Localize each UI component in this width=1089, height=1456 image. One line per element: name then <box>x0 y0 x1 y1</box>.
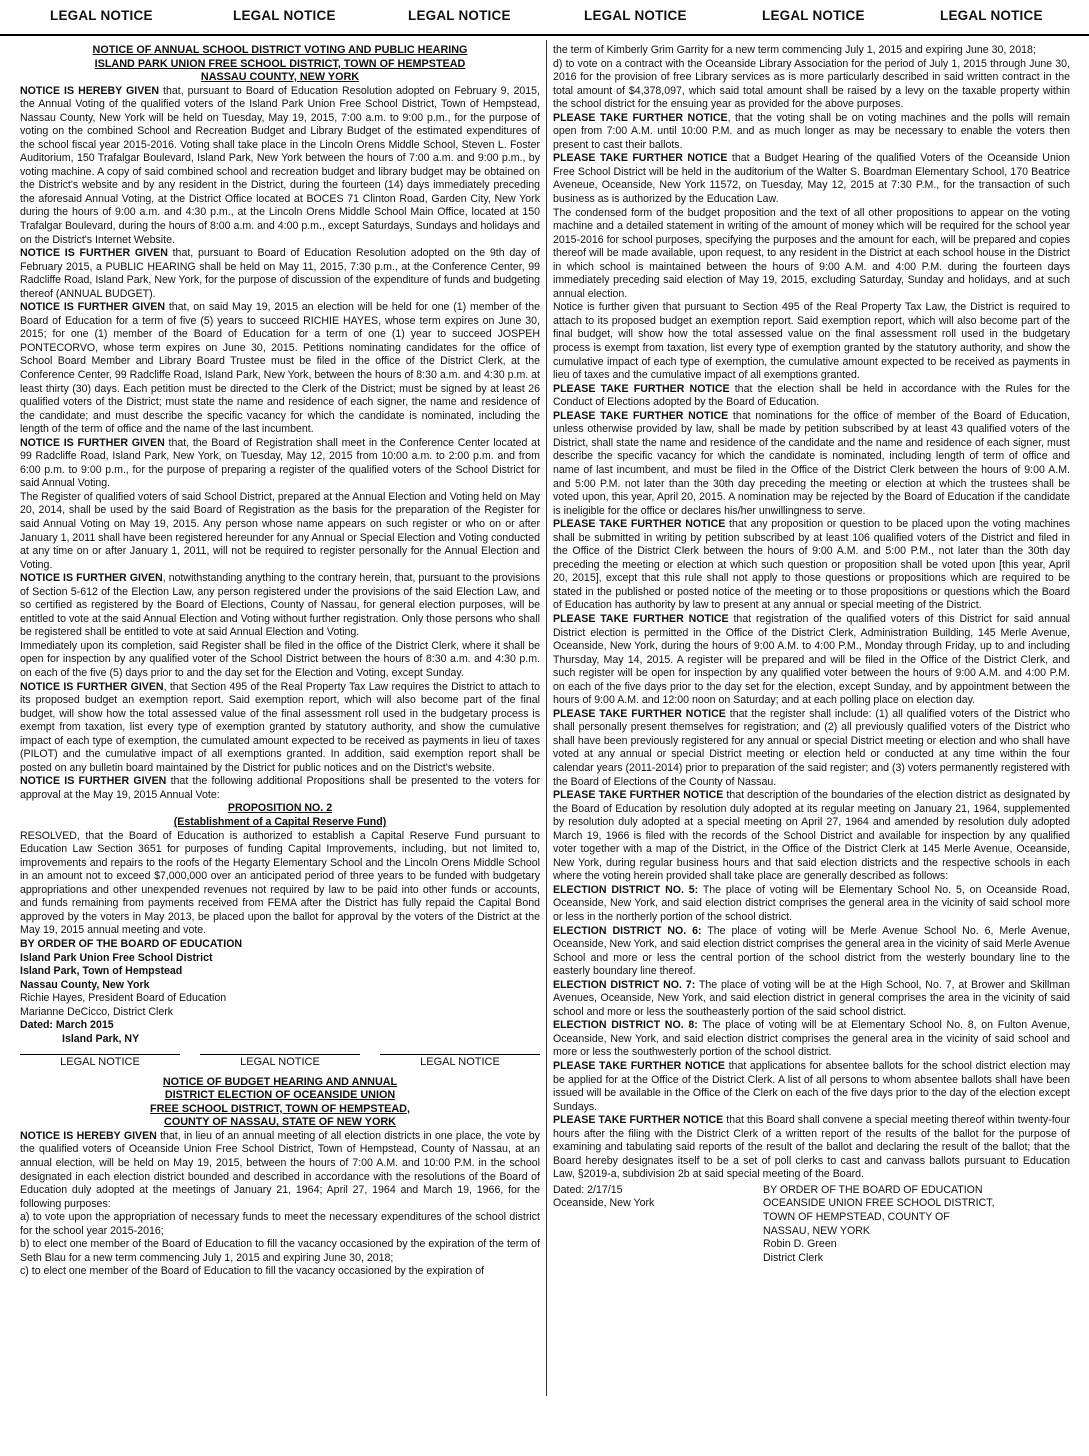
signature-line: Marianne DeCicco, District Clerk <box>20 1005 174 1018</box>
island-park-title-1: NOTICE OF ANNUAL SCHOOL DISTRICT VOTING AND PUBLIC HEARING <box>92 44 468 56</box>
notice-paragraph: The condensed form of the budget proposition and the text of all other propositions to appear on the voting machine and a detailed statement in writing of the amount of money which will be required for the school year 2015-2016 for school purposes, specifying the purposes and the amount for each, will be prepared and copies thereof will be made available, upon request, to any resident in the District at each school house in the District in which school is maintained between the hours of 9:00 A.M. and 4:00 P.M. during the fourteen days immediately preceding said election of May 19, 2015, excluding Saturday, Sunday and holidays, and at such annual election. <box>553 206 1070 300</box>
dated-line: Dated: March 2015 <box>20 1019 114 1032</box>
signature-line: Island Park, Town of Hempstead <box>20 965 183 978</box>
list-item: a) to vote upon the appropriation of necessary funds to meet the necessary expenditures of the school district for the school year 2015-2016; <box>20 1211 540 1237</box>
election-district-paragraph: ELECTION DISTRICT NO. 7: The place of voting will be at the High School, No. 7, at Brower and Skillman Avenues, Oceanside, New York, and said election district in general comprises the area in the vicinity of said school and more or less the southeasterly portion of the said school district. <box>553 978 1070 1018</box>
notice-paragraph: NOTICE IS FURTHER GIVEN that, the Board of Registration shall meet in the Conference Center located at 99 Radcliffe Road, Island Park, New York, on Tuesday, May 12, 2015 from 10:00 a.m. to 2:00 p.m. and from 6:00 p.m. to 9:00 p.m., for the purpose of preparing a register of the qualified voters of the School District for said Annual Voting. <box>20 436 541 490</box>
notice-paragraph: PLEASE TAKE FURTHER NOTICE that description of the boundaries of the election district as designated by the Board of Education by resolution duly adopted at its regular meeting on January 21, 1964, supplemented by resolution duly adopted at a special meeting on April 27, 1964 and amended by resolution duly adopted March 19, 1966 is filed with the records of the School District and available for inspection by any qualified voter together with a map of the District, in the Office of the District Clerk at 145 Merle Avenue, Oceanside, New York, during regular business hours and that said election districts and the respective schools in each where the voting herein provided shall take place are generally described as follows: <box>553 789 1070 883</box>
signature-line: Nassau County, New York <box>20 978 150 991</box>
list-item: d) to vote on a contract with the Oceanside Library Association for the period of July 1, 2015 through June 30, 2016 for the provision of free Library services as is more particularly described in said written contract in the total amount of $4,378,097, which said total amount shall be raised by a levy on the taxable property within the school district for the ensuing year as provided for the above purposes. <box>553 57 1070 111</box>
notice-paragraph: NOTICE IS HEREBY GIVEN that, pursuant to Board of Education Resolution adopted on February 9, 2015, the Annual Voting of the qualified voters of the Island Park Union Free School District, Town of Hempstead, Nassau County, New York will be held on Tuesday, May 19, 2015, 7:00 a.m. to 9:00 p.m., for the purpose of voting on the combined School and Recreation Budget and Library Budget of the estimated expenditures of the school fiscal year 2015-2016. Voting shall take place in the Lincoln Orens Middle School, Steven L. Foster Auditorium, 150 Trafalgar Boulevard, Island Park, New York between the hours of 7:00 a.m. and 9:00 p.m., by voting machine. A copy of said combined school and recreation budget and library budget may be obtained on the District's website and by any resident in the District, during the fourteen (14) days immediately preceding the aforesaid Annual Voting, at the District Office located at BOCES 71 Clinton Road, Garden City, New York during the hours of 9:00 a.m. and 4:30 p.m., at the Lincoln Orens Middle School Main Office, located at 150 Trafalgar Boulevard, during the hours of 8:00 a.m. and 4:00 p.m., except Saturdays, Sundays and holidays and on the District's Internet Website. <box>20 84 540 246</box>
notice-paragraph: NOTICE IS FURTHER GIVEN that, pursuant to Board of Education Resolution adopted on the 9th day of February 2015, a PUBLIC HEARING shall be held on May 11, 2015, 7:30 p.m., at the Conference Center, 99 Radcliffe Road, Island Park, New York, for the purpose of discussion of the expenditure of funds and budgeting thereof (ANNUAL BUDGET). <box>20 247 540 300</box>
notice-paragraph: Immediately upon its completion, said Register shall be filed in the office of the District Clerk, where it shall be open for inspection by any qualified voter of the School District between the hours of 8:30 a.m. and 4:30 p.m. on each of the five (5) days prior to and the day set for the Election and Voting, except Sunday. <box>20 639 540 680</box>
proposition-subtitle: (Establishment of a Capital Reserve Fund) <box>173 816 387 829</box>
dated-line: Dated: 2/17/15 <box>553 1183 623 1196</box>
election-district-paragraph: ELECTION DISTRICT NO. 8: The place of voting will be at Elementary School No. 8, on Fulton Avenue, Oceanside, New York, and said election district comprises the general area in the vicinity of said school and more or less the southwesterly portion of the school district. <box>553 1019 1070 1059</box>
election-district-paragraph: ELECTION DISTRICT NO. 5: The place of voting will be Elementary School No. 5, on Oceanside Road, Oceanside, New York, and said election district comprises the general area in the vicinity of said school more or less in the northerly portion of the school district. <box>553 883 1070 923</box>
list-item: b) to elect one member of the Board of Education to fill the vacancy occasioned by the expiration of the term of Seth Blau for a new term commencing July 1, 2015 and expiring June 30, 2018; <box>20 1238 540 1264</box>
notice-paragraph: PLEASE TAKE FURTHER NOTICE that registration of the qualified voters of this District for said annual District election is permitted in the Office of the District Clerk, Administration Building, 145 Merle Avenue, Oceanside, New York, during the hours of 9:00 A.M. to 4:00 P.M., Monday through Friday, up to and including Thursday, May 14, 2015. A register will be prepared and will be filed in the Office of the District Clerk, and such register will be open for inspection by any qualified voter between the hours of 9:00 A.M. and 4:00 P.M. on each of the five days prior to the day set for the election, except Sunday, and by appointment between the hours of 9:00 A.M. and 12:00 noon on Saturday; and at each polling place on election day. <box>553 612 1070 707</box>
list-item: c) to elect one member of the Board of Education to fill the vacancy occasioned by the expiration of <box>20 1265 485 1278</box>
signature-line: Richie Hayes, President Board of Education <box>20 992 227 1005</box>
notice-paragraph: NOTICE IS FURTHER GIVEN, notwithstanding anything to the contrary herein, that, pursuant to the provisions of Section 5-612 of the Election Law, any person registered under the provisions of the said Election Law, and so certified as registered by the Board of Elections, County of Nassau, for general election purposes, will be entitled to vote at the said Annual Election and Voting without further registration. Only those persons who shall be registered shall be entitled to vote at said Annual Election and Voting. <box>20 572 541 639</box>
signature-line: Robin D. Green <box>763 1238 837 1251</box>
dated-block <box>553 1184 763 1265</box>
oceanside-intro: NOTICE IS HEREBY GIVEN that, in lieu of an annual meeting of all election districts in one place, the vote by the qualified voters of Oceanside Union Free School District, Town of Hempstead, County of Nassau, at an annual election, will be held on May 19, 2015, between the hours of 7:00 A.M. and 10:00 P.M. in the school designated in each election district bounded and described in accordance with the resolutions of the Board of Education duly adopted at the meetings of January 21, 1964; April 27, 1964 and March 19, 1966, for the following purposes: <box>20 1129 540 1210</box>
signature-line: Island Park Union Free School District <box>20 951 213 964</box>
header-legal-notice-3: LEGAL NOTICE <box>408 8 511 23</box>
signature-block <box>763 1184 1070 1265</box>
notice-paragraph: PLEASE TAKE FURTHER NOTICE that nominations for the office of member of the Board of Education, unless otherwise provided by law, shall be made by petition subscribed by at least 43 qualified voters of the District, shall state the name and residence of the candidate and the name and residence of each signer, must describe the specific vacancy for which the candidate is nominated, including length of term of office and name of last incumbent, and must be filed in the Office of the District Clerk between the hours of 9:00 A.M. and 5:00 P.M. not later than the 30th day preceding the meeting or election at which the trustees shall be voted upon, this year, April 20, 2015. A nomination may be rejected by the Board of Education if the candidate is ineligible for the office or declares his/her unwillingness to serve. <box>553 409 1070 517</box>
signature-line: NASSAU, NEW YORK <box>763 1224 870 1237</box>
island-park-title-3: NASSAU COUNTY, NEW YORK <box>200 71 360 83</box>
notice-paragraph: PLEASE TAKE FURTHER NOTICE that applications for absentee ballots for the school district election may be applied for at the Office of the District Clerk. A list of all persons to whom absentee ballots shall have been issued will be available in the Office of the Clerk on each of the five days prior to the day of the election except Sundays. <box>553 1060 1071 1113</box>
signature-line: BY ORDER OF THE BOARD OF EDUCATION <box>763 1183 983 1196</box>
header-legal-notice-2: LEGAL NOTICE <box>233 8 336 23</box>
oceanside-title-1: NOTICE OF BUDGET HEARING AND ANNUAL <box>162 1075 398 1088</box>
signature-line: District Clerk <box>763 1251 824 1264</box>
notice-paragraph: The Register of qualified voters of said School District, prepared at the Annual Election and Voting held on May 20, 2014, shall be used by the said Board of Registration as the basis for the preparation of the Register for said Annual Voting on May 19, 2015. Any person whose name appears on such register or who on or after January 1, 2011 shall have been registered hereunder for any Annual or Special Election and Voting conducted at any time on or after January 1, 2011, will not be required to register personally for the Annual Election and Voting. <box>20 490 540 571</box>
oceanside-title-2: DISTRICT ELECTION OF OCEANSIDE UNION <box>164 1089 396 1102</box>
sub-legal-header <box>20 1054 540 1070</box>
notice-paragraph: PLEASE TAKE FURTHER NOTICE, that the voting shall be on voting machines and the polls will remain open from 7:00 A.M. until 10:00 P.M. and as much longer as may be necessary to enable the voters then present to cast their ballots. <box>553 111 1070 151</box>
oceanside-title-3: FREE SCHOOL DISTRICT, TOWN OF HEMPSTEAD, <box>150 1102 410 1115</box>
left-column <box>20 44 540 1279</box>
notice-paragraph: PLEASE TAKE FURTHER NOTICE that the election shall be held in accordance with the Rules for the Conduct of Elections adopted by the Board of Education. <box>553 382 1071 409</box>
notice-paragraph: NOTICE IS FURTHER GIVEN that the following additional Propositions shall be presented to the voters for approval at the May 19, 2015 Annual Vote: <box>20 775 540 801</box>
notice-paragraph: NOTICE IS FURTHER GIVEN that, on said May 19, 2015 an election will be held for one (1) member of the Board of Education for a term of five (5) years to succeed RICHIE HAYES, whose term expires on June 30, 2015; for one (1) member of the Board of Education for a term of one (1) year to succeed JOSPEH PONTECORVO, whose term expires on June 30, 2015. Petitions nominating candidates for the office of School Board Member and Library Board Trustee must be filed in the office of the District Clerk, at the Conference Center, 99 Radcliffe Road, Island Park, New York, between the hours of 8:30 a.m. and 4:30 p.m. at least thirty (30) days. Each petition must be directed to the Clerk of the District; must be signed by at least 26 qualified voters of the District; must state the name and residence of each signer, the name and residence of the candidate; and must describe the specific vacancy for which the candidate is nominated, including the length of the term of office and the name of the last incumbent. <box>20 301 540 436</box>
notice-paragraph: PLEASE TAKE FURTHER NOTICE that this Board shall convene a special meeting thereof within twenty-four hours after the filing with the District Clerk of a written report of the results of the ballot for the purpose of examining and tabulating said reports of the result of the ballot and declaring the result of the ballot; that the Board hereby designates itself to be a set of poll clerks to cast and canvass ballots pursuant to Education Law, §2019-a, subdivision 2b at said special meeting of the Board. <box>553 1114 1070 1181</box>
oceanside-signature-block <box>553 1184 1070 1265</box>
proposition-title: PROPOSITION NO. 2 <box>227 802 333 815</box>
notice-paragraph: NOTICE IS FURTHER GIVEN, that Section 495 of the Real Property Tax Law requires the District to attach to its proposed budget an exemption report. Said exemption report, which will also become part of the final budget, will show how the total assessed value of the final assessment roll used in the budgetary process is exempt from taxation, list every type of exemption granted by statutory authority, and show the cumulative impact of each type of exemption, the cumulated amount expected to be received as payments in lieu of taxes (PILOT) and the cumulative impact of all exemptions granted. In addition, said exemption report shall be posted on any bulletin board maintained by the District for public notices and on the District's website. <box>20 680 541 774</box>
notice-paragraph: Notice is further given that pursuant to Section 495 of the Real Property Tax Law, the District is required to attach to its proposed budget an exemption report. Said exemption report, which will also become part of the final budget, will show how the total assessed value on the final assessment roll used in the budgetary process is exempt from taxation, list every type of exemption granted by the statutory authority, and show the cumulative impact of each type of exemption, the cumulative amount expected to be received as payments in lieu of taxes and the cumulative impact of all exemptions granted. <box>553 301 1070 382</box>
column-divider <box>546 40 547 1396</box>
notice-paragraph: PLEASE TAKE FURTHER NOTICE that any proposition or question to be placed upon the voting machines shall be submitted in writing by petition subscribed by at least 106 qualified voters of the District and filed in the Office of the District Clerk between the hours of 9:00 A.M. and 5:00 P.M., not later than the 30th day preceding the meeting or election at which such question or proposition shall be voted upon [this year, April 20, 2015], except that this rule shall not apply to those questions or propositions which are required to be stated in the published or posted notice of the meeting or to those propositions or questions which the Board of Education has authority by law to present at any annual or special meeting of the District. <box>553 518 1070 612</box>
notice-paragraph: PLEASE TAKE FURTHER NOTICE that the register shall include: (1) all qualified voters of the District who shall personally present themselves for registration; and (2) all previously qualified voters of the District who shall have been previously registered for any annual or special District meeting or election and who shall have voted at any annual or special District meeting or election held or conducted at any time within the four calendar years (2011-2014) prior to preparation of the said register; and (3) voters permanently registered with the Board of Elections of the County of Nassau. <box>553 707 1070 788</box>
page-header <box>0 0 1089 36</box>
oceanside-title-4: COUNTY OF NASSAU, STATE OF NEW YORK <box>164 1116 396 1129</box>
island-park-title-2: ISLAND PARK UNION FREE SCHOOL DISTRICT, TOWN OF HEMPSTEAD <box>94 57 466 70</box>
header-legal-notice-5: LEGAL NOTICE <box>762 8 865 23</box>
dated-place: Island Park, NY <box>62 1032 140 1045</box>
sub-legal-notice-3: LEGAL NOTICE <box>380 1054 540 1070</box>
header-legal-notice-4: LEGAL NOTICE <box>584 8 687 23</box>
dated-place: Oceanside, New York <box>553 1197 655 1210</box>
signature-line: TOWN OF HEMPSTEAD, COUNTY OF <box>763 1211 950 1224</box>
sub-legal-notice-2: LEGAL NOTICE <box>200 1054 360 1070</box>
list-item-continued: the term of Kimberly Grim Garrity for a new term commencing July 1, 2015 and expiring June 30, 2018; <box>553 44 1036 56</box>
resolved-paragraph: RESOLVED, that the Board of Education is authorized to establish a Capital Reserve Fund pursuant to Education Law Section 3651 for purposes of funding Capital Improvements, including, but not limited to, improvements and repairs to the roofs of the Hegarty Elementary School and the Lincoln Orens Middle School in an amount not to exceed $7,000,000 over an anticipated period of three years to be funded with budgetary appropriations and other unexpended revenues not required by law to be paid into other funds or accounts, and funds remaining from payments received from FEMA after the District has fully repaid the Capital Bond approved by the voters in May 2013, be placed upon the ballot for approval by the voters of the District at the May 19, 2015 annual meeting and vote. <box>20 829 540 937</box>
sub-legal-notice-1: LEGAL NOTICE <box>20 1054 180 1070</box>
header-legal-notice-6: LEGAL NOTICE <box>940 8 1043 23</box>
signature-line: BY ORDER OF THE BOARD OF EDUCATION <box>20 937 243 950</box>
election-district-paragraph: ELECTION DISTRICT NO. 6: The place of voting will be Merle Avenue School No. 6, Merle Avenue, Oceanside, New York, and said election district comprises the general area in the vicinity of said Merle Avenue School and more or less the central portion of the school district from the westerly boundary line to the easterly boundary line thereof. <box>553 924 1070 978</box>
right-column <box>553 44 1070 1265</box>
notice-paragraph: PLEASE TAKE FURTHER NOTICE that a Budget Hearing of the qualified Voters of the Oceanside Union Free School District will be held in the auditorium of the Walter S. Boardman Elementary School, 170 Beatrice Aveneue, Oceanside, New York 11572, on Tuesday, May 12, 2015 at 7:30 P.M., for the transaction of such business as is authorized by the Education Law. <box>553 152 1070 206</box>
signature-line: OCEANSIDE UNION FREE SCHOOL DISTRICT, <box>763 1197 995 1210</box>
header-legal-notice-1: LEGAL NOTICE <box>50 8 153 23</box>
